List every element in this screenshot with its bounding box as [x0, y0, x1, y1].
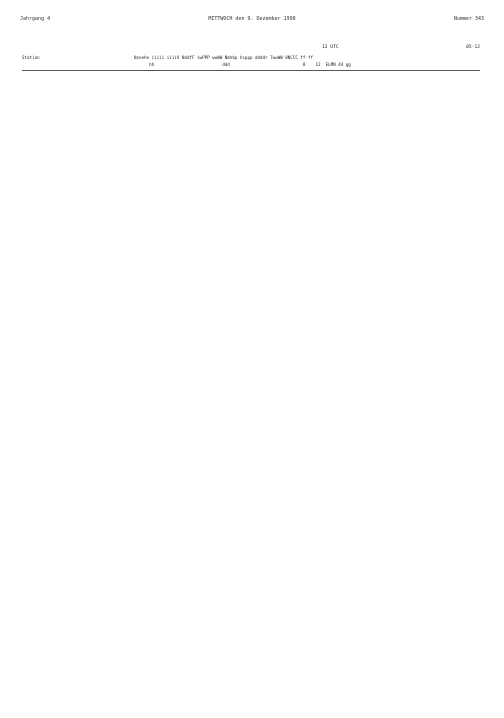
observation-run	[22, 44, 480, 52]
issue-number: Nummer 343	[453, 16, 484, 22]
run-time: 12 UTC	[322, 45, 339, 50]
run-date: 05-12	[466, 45, 480, 50]
masthead	[20, 14, 484, 24]
volume-label: Jahrgang 4	[20, 16, 51, 22]
synop-table	[22, 72, 480, 694]
issue-date: MITTWOCH den 9. Dezember 1998	[208, 16, 296, 22]
unit-column-header: hh ddd 8 12 ELMN 44 gg	[134, 62, 351, 67]
code-column-header: Nseehe iiiii iiiiV NddfF iwPPP wwWW Nmhbp hsppp ddddr 7wwWW 8NCCC ff-ff	[134, 55, 313, 60]
column-header	[22, 54, 480, 71]
station-column-header: Station	[22, 55, 40, 60]
